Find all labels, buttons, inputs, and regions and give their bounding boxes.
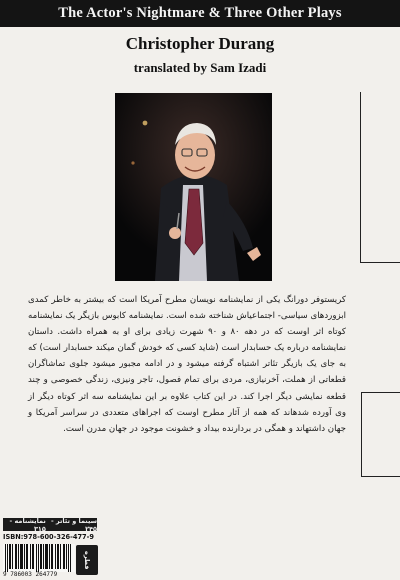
frame-line-right-lower-vertical: [361, 392, 362, 476]
barcode: [3, 544, 75, 572]
barcode-bars: [3, 544, 75, 572]
play-label: نمایشنامه - ۳۱۵: [9, 516, 46, 533]
author-photo: [115, 93, 272, 281]
book-title: The Actor's Nightmare & Three Other Plays: [58, 5, 342, 21]
cover-banner: [0, 0, 400, 27]
blurb-text: [28, 292, 346, 437]
series-bar: [3, 518, 97, 531]
translator-line: translated by Sam Izadi: [133, 60, 267, 75]
barcode-number: 9 786003 264779: [3, 571, 58, 578]
frame-line-right-lower: [361, 392, 400, 393]
series-label: سینما و تئاتر - ۲۴۵: [50, 516, 97, 533]
publisher-logo-text: قطره: [83, 550, 91, 570]
frame-line-right-bottom: [360, 262, 400, 263]
isbn-label: ISBN:978-600-326-477-9: [3, 533, 94, 541]
publisher-logo: [76, 545, 98, 575]
frame-line-right: [360, 92, 361, 262]
frame-line-right-lower-bottom: [361, 476, 400, 477]
author-photo-illustration: [115, 93, 272, 281]
author-name: Christopher Durang: [125, 34, 275, 53]
blurb-paragraph: کریستوفر دورانگ یکی از نمایشنامه نویسان مطرح آمریکا است که بیشتر به خاطر کمدی ابزوردهای سیاسی- اجتماعیاش شناخته شده است. نمایشنامه کابوس بازیگر یک نمایشنامه کوتاه اثر اوست که در دهه ۸۰ و ۹۰ شهرت زیادی برای او به همراه داشت. داستان نمایشنامه درباره یک حسابدار است (شاید کسی که خودش گمان میکند حسابدار است) که به جای یک بازیگر تئاتر اشتباه گرفته میشود و در ادامه مجبور میشود جلوی تماشاگران قطعاتی از هملت، آخرنیازی، مردی برای تمام فصول، تاجر ونیزی، زندگی خصوصی و چند قطعه نمایشی دیگر اجرا کند. در این کتاب علاوه بر این نمایشنامه سه اثر کوتاه دیگر از وی آورده شدهاند که همه از آثار مطرح اوست که اجراهای متعددی در سراسر آمریکا و جهان داشتهاند و همگی در بردارنده بیداد و خشونت موجود در جهان مدرن است.: [28, 295, 346, 434]
